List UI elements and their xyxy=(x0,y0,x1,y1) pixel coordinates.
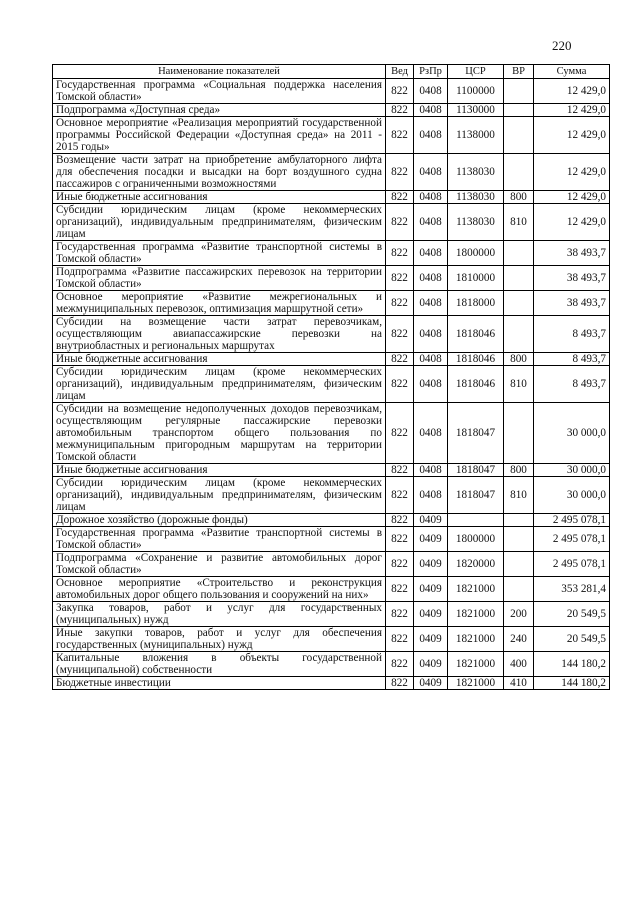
table-row xyxy=(53,266,610,291)
row-rzpr-cell: 0408 xyxy=(414,266,448,291)
row-rzpr-cell: 0409 xyxy=(414,602,448,627)
row-sum-cell: 144 180,2 xyxy=(534,652,610,677)
row-sum-cell: 353 281,4 xyxy=(534,577,610,602)
row-csr-cell: 1818000 xyxy=(448,291,504,316)
row-name-cell: Закупка товаров, работ и услуг для государственных (муниципальных) нужд xyxy=(53,602,386,627)
row-name-cell: Субсидии юридическим лицам (кроме некоммерческих организаций), индивидуальным предпринимателям, физическим лицам xyxy=(53,204,386,241)
row-sum-cell: 12 429,0 xyxy=(534,204,610,241)
row-vr-cell xyxy=(504,266,534,291)
row-name-cell: Иные бюджетные ассигнования xyxy=(53,191,386,204)
row-ved-cell: 822 xyxy=(386,117,414,154)
row-name-cell: Субсидии на возмещение части затрат перевозчикам, осуществляющим авиапассажирские перевозки на внутриобластных и региональных маршрутах xyxy=(53,316,386,353)
row-name-cell: Дорожное хозяйство (дорожные фонды) xyxy=(53,514,386,527)
row-vr-cell xyxy=(504,527,534,552)
row-csr-cell: 1130000 xyxy=(448,104,504,117)
row-ved-cell: 822 xyxy=(386,464,414,477)
row-rzpr-cell: 0409 xyxy=(414,552,448,577)
row-ved-cell: 822 xyxy=(386,291,414,316)
row-vr-cell xyxy=(504,291,534,316)
row-vr-cell: 240 xyxy=(504,627,534,652)
row-sum-cell: 12 429,0 xyxy=(534,154,610,191)
row-ved-cell: 822 xyxy=(386,527,414,552)
row-csr-cell: 1818046 xyxy=(448,353,504,366)
row-csr-cell: 1800000 xyxy=(448,527,504,552)
table-row xyxy=(53,602,610,627)
row-name-cell: Иные бюджетные ассигнования xyxy=(53,353,386,366)
row-csr-cell: 1138030 xyxy=(448,154,504,191)
row-rzpr-cell: 0408 xyxy=(414,291,448,316)
row-sum-cell: 30 000,0 xyxy=(534,464,610,477)
row-sum-cell: 20 549,5 xyxy=(534,627,610,652)
row-vr-cell xyxy=(504,316,534,353)
row-ved-cell: 822 xyxy=(386,316,414,353)
row-ved-cell: 822 xyxy=(386,266,414,291)
row-name-cell: Иные бюджетные ассигнования xyxy=(53,464,386,477)
row-rzpr-cell: 0408 xyxy=(414,154,448,191)
row-vr-cell: 810 xyxy=(504,204,534,241)
row-csr-cell: 1810000 xyxy=(448,266,504,291)
row-ved-cell: 822 xyxy=(386,403,414,464)
row-ved-cell: 822 xyxy=(386,677,414,690)
table-row xyxy=(53,316,610,353)
table-row xyxy=(53,353,610,366)
row-ved-cell: 822 xyxy=(386,241,414,266)
row-vr-cell xyxy=(504,577,534,602)
row-rzpr-cell: 0409 xyxy=(414,577,448,602)
row-rzpr-cell: 0408 xyxy=(414,464,448,477)
row-name-cell: Подпрограмма «Доступная среда» xyxy=(53,104,386,117)
row-ved-cell: 822 xyxy=(386,366,414,403)
row-sum-cell: 20 549,5 xyxy=(534,602,610,627)
row-ved-cell: 822 xyxy=(386,514,414,527)
row-rzpr-cell: 0409 xyxy=(414,677,448,690)
header-rzpr: РзПр xyxy=(414,65,448,79)
row-csr-cell: 1818047 xyxy=(448,464,504,477)
row-sum-cell: 8 493,7 xyxy=(534,353,610,366)
table-row xyxy=(53,477,610,514)
row-ved-cell: 822 xyxy=(386,353,414,366)
row-vr-cell xyxy=(504,403,534,464)
row-csr-cell: 1818046 xyxy=(448,366,504,403)
row-rzpr-cell: 0408 xyxy=(414,353,448,366)
row-sum-cell: 30 000,0 xyxy=(534,403,610,464)
row-rzpr-cell: 0409 xyxy=(414,627,448,652)
table-row xyxy=(53,241,610,266)
row-name-cell: Государственная программа «Социальная поддержка населения Томской области» xyxy=(53,79,386,104)
table-row xyxy=(53,464,610,477)
row-rzpr-cell: 0409 xyxy=(414,652,448,677)
row-sum-cell: 12 429,0 xyxy=(534,79,610,104)
row-ved-cell: 822 xyxy=(386,204,414,241)
row-csr-cell: 1800000 xyxy=(448,241,504,266)
row-csr-cell: 1821000 xyxy=(448,627,504,652)
row-rzpr-cell: 0408 xyxy=(414,79,448,104)
row-name-cell: Субсидии юридическим лицам (кроме некоммерческих организаций), индивидуальным предпринимателям, физическим лицам xyxy=(53,477,386,514)
row-ved-cell: 822 xyxy=(386,652,414,677)
page-number: 220 xyxy=(552,38,572,53)
row-rzpr-cell: 0408 xyxy=(414,316,448,353)
row-vr-cell: 810 xyxy=(504,366,534,403)
row-sum-cell: 12 429,0 xyxy=(534,191,610,204)
row-rzpr-cell: 0408 xyxy=(414,366,448,403)
row-vr-cell xyxy=(504,514,534,527)
header-vr: ВР xyxy=(504,65,534,79)
budget-table xyxy=(52,64,610,690)
row-csr-cell: 1138030 xyxy=(448,204,504,241)
row-name-cell: Подпрограмма «Сохранение и развитие автомобильных дорог Томской области» xyxy=(53,552,386,577)
row-vr-cell xyxy=(504,117,534,154)
row-sum-cell: 38 493,7 xyxy=(534,266,610,291)
row-csr-cell: 1821000 xyxy=(448,677,504,690)
row-csr-cell: 1821000 xyxy=(448,577,504,602)
row-ved-cell: 822 xyxy=(386,602,414,627)
row-name-cell: Государственная программа «Развитие транспортной системы в Томской области» xyxy=(53,241,386,266)
row-csr-cell: 1818047 xyxy=(448,403,504,464)
table-body xyxy=(53,79,610,690)
row-csr-cell: 1138030 xyxy=(448,191,504,204)
table-row xyxy=(53,577,610,602)
row-ved-cell: 822 xyxy=(386,191,414,204)
row-sum-cell: 12 429,0 xyxy=(534,117,610,154)
table-row xyxy=(53,627,610,652)
row-vr-cell: 200 xyxy=(504,602,534,627)
table-row xyxy=(53,652,610,677)
row-rzpr-cell: 0408 xyxy=(414,477,448,514)
row-rzpr-cell: 0408 xyxy=(414,117,448,154)
row-vr-cell xyxy=(504,154,534,191)
table-row xyxy=(53,552,610,577)
row-sum-cell: 8 493,7 xyxy=(534,316,610,353)
table-row xyxy=(53,403,610,464)
row-name-cell: Капитальные вложения в объекты государственной (муниципальной) собственности xyxy=(53,652,386,677)
header-csr: ЦСР xyxy=(448,65,504,79)
row-rzpr-cell: 0408 xyxy=(414,191,448,204)
table-row xyxy=(53,366,610,403)
row-csr-cell: 1818046 xyxy=(448,316,504,353)
row-rzpr-cell: 0408 xyxy=(414,104,448,117)
row-vr-cell: 800 xyxy=(504,464,534,477)
row-vr-cell xyxy=(504,104,534,117)
row-ved-cell: 822 xyxy=(386,552,414,577)
row-rzpr-cell: 0408 xyxy=(414,403,448,464)
row-rzpr-cell: 0408 xyxy=(414,241,448,266)
row-name-cell: Бюджетные инвестиции xyxy=(53,677,386,690)
row-sum-cell: 144 180,2 xyxy=(534,677,610,690)
row-rzpr-cell: 0409 xyxy=(414,527,448,552)
row-rzpr-cell: 0409 xyxy=(414,514,448,527)
row-vr-cell: 800 xyxy=(504,191,534,204)
row-name-cell: Субсидии юридическим лицам (кроме некоммерческих организаций), индивидуальным предпринимателям, физическим лицам xyxy=(53,366,386,403)
row-sum-cell: 30 000,0 xyxy=(534,477,610,514)
table-row xyxy=(53,677,610,690)
table-row xyxy=(53,154,610,191)
table-row xyxy=(53,191,610,204)
row-vr-cell: 800 xyxy=(504,353,534,366)
row-name-cell: Государственная программа «Развитие транспортной системы в Томской области» xyxy=(53,527,386,552)
row-ved-cell: 822 xyxy=(386,79,414,104)
row-name-cell: Возмещение части затрат на приобретение амбулаторного лифта для обеспечения посадки и высадки на борт воздушного судна пассажиров с ограниченными возможностями xyxy=(53,154,386,191)
table-row xyxy=(53,104,610,117)
row-vr-cell: 400 xyxy=(504,652,534,677)
row-csr-cell xyxy=(448,514,504,527)
row-vr-cell: 810 xyxy=(504,477,534,514)
row-name-cell: Субсидии на возмещение недополученных доходов перевозчикам, осуществляющим регулярные пассажирские перевозки автомобильным транспортом общего пользования по межмуниципальным пригородным маршрутам на территории Томской области xyxy=(53,403,386,464)
table-row xyxy=(53,514,610,527)
header-ved: Вед xyxy=(386,65,414,79)
row-name-cell: Подпрограмма «Развитие пассажирских перевозок на территории Томской области» xyxy=(53,266,386,291)
row-csr-cell: 1100000 xyxy=(448,79,504,104)
table-row xyxy=(53,117,610,154)
row-name-cell: Основное мероприятие «Строительство и реконструкция автомобильных дорог общего пользования и сооружений на них» xyxy=(53,577,386,602)
row-sum-cell: 38 493,7 xyxy=(534,291,610,316)
table-header-row xyxy=(53,65,610,79)
row-ved-cell: 822 xyxy=(386,577,414,602)
row-sum-cell: 2 495 078,1 xyxy=(534,552,610,577)
table-row xyxy=(53,291,610,316)
header-sum: Сумма xyxy=(534,65,610,79)
row-ved-cell: 822 xyxy=(386,104,414,117)
row-csr-cell: 1818047 xyxy=(448,477,504,514)
row-name-cell: Иные закупки товаров, работ и услуг для обеспечения государственных (муниципальных) нужд xyxy=(53,627,386,652)
row-sum-cell: 2 495 078,1 xyxy=(534,514,610,527)
row-name-cell: Основное мероприятие «Реализация мероприятий государственной программы Российской Федерации «Доступная среда» на 2011 - 2015 годы» xyxy=(53,117,386,154)
row-sum-cell: 12 429,0 xyxy=(534,104,610,117)
row-sum-cell: 8 493,7 xyxy=(534,366,610,403)
table-row xyxy=(53,79,610,104)
row-name-cell: Основное мероприятие «Развитие межрегиональных и межмуниципальных перевозок, оптимизация маршрутной сети» xyxy=(53,291,386,316)
row-sum-cell: 2 495 078,1 xyxy=(534,527,610,552)
row-vr-cell xyxy=(504,241,534,266)
row-vr-cell: 410 xyxy=(504,677,534,690)
header-name: Наименование показателей xyxy=(53,65,386,79)
row-csr-cell: 1821000 xyxy=(448,652,504,677)
row-ved-cell: 822 xyxy=(386,627,414,652)
row-ved-cell: 822 xyxy=(386,477,414,514)
table-row xyxy=(53,204,610,241)
row-csr-cell: 1820000 xyxy=(448,552,504,577)
row-sum-cell: 38 493,7 xyxy=(534,241,610,266)
row-vr-cell xyxy=(504,79,534,104)
row-csr-cell: 1821000 xyxy=(448,602,504,627)
row-csr-cell: 1138000 xyxy=(448,117,504,154)
row-ved-cell: 822 xyxy=(386,154,414,191)
table-row xyxy=(53,527,610,552)
row-vr-cell xyxy=(504,552,534,577)
row-rzpr-cell: 0408 xyxy=(414,204,448,241)
